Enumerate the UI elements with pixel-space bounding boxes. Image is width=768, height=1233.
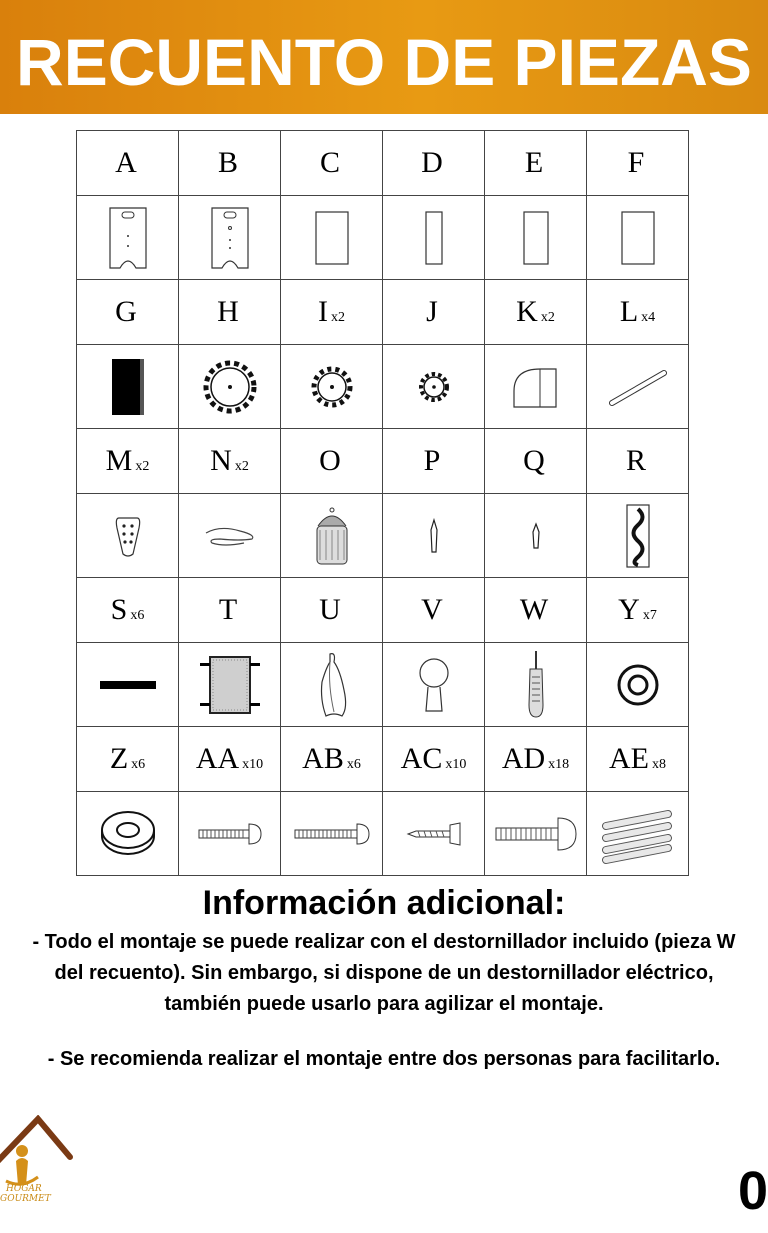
part-letter: M <box>105 444 133 477</box>
black-block-icon <box>108 355 148 419</box>
large-gear-icon <box>197 354 263 420</box>
part-letter: F <box>627 146 645 179</box>
part-letter: B <box>217 146 238 179</box>
info-paragraph-1 <box>0 927 768 1020</box>
clock-hand-short-icon <box>528 520 544 552</box>
part-qty: x6 <box>131 757 146 772</box>
part-qty: x8 <box>652 757 666 772</box>
title-banner <box>0 0 768 114</box>
part-label-cell <box>281 131 383 196</box>
part-label-cell <box>587 578 689 643</box>
part-image-cell <box>281 345 383 429</box>
part-image-cell <box>485 196 587 280</box>
part-letter: W <box>519 593 549 626</box>
part-image-cell <box>179 792 281 876</box>
info-line: - Todo el montaje se puede realizar con el destornillador incluido (pieza W <box>32 931 736 953</box>
part-label-cell <box>587 429 689 494</box>
part-label-cell <box>179 727 281 792</box>
towel-icon <box>312 650 352 720</box>
part-image-cell <box>77 494 179 578</box>
part-letter: A <box>115 146 137 179</box>
brand-logo-text <box>0 1184 60 1204</box>
medium-gear-icon <box>307 362 357 412</box>
part-letter: Z <box>109 742 129 775</box>
part-image-cell <box>485 792 587 876</box>
info-heading: Información adicional: <box>202 884 566 922</box>
part-qty: x6 <box>130 608 145 623</box>
part-label-cell <box>179 131 281 196</box>
part-label-cell <box>587 727 689 792</box>
part-qty: x10 <box>242 757 264 772</box>
part-image-cell <box>281 792 383 876</box>
part-letter: Y <box>618 593 640 626</box>
basket-icon <box>310 504 354 568</box>
page-title: RECUENTO DE PIEZAS <box>16 25 752 99</box>
bolt-aa-icon <box>195 819 265 849</box>
part-qty: x10 <box>445 757 467 772</box>
part-image-cell <box>587 494 689 578</box>
part-letter: V <box>421 593 443 626</box>
side-panel-a-icon <box>108 206 148 270</box>
part-letter: P <box>423 444 441 477</box>
part-image-cell <box>485 494 587 578</box>
part-letter: I <box>318 295 328 328</box>
part-label-cell <box>587 280 689 345</box>
part-letter: AA <box>195 742 240 775</box>
panel-c-icon <box>314 208 350 268</box>
part-letter: AB <box>302 742 344 775</box>
info-line: también puede usarlo para agilizar el montaje. <box>164 993 604 1015</box>
part-image-cell <box>281 494 383 578</box>
part-label-cell <box>383 429 485 494</box>
wavy-strip-icon <box>625 503 651 569</box>
part-letter: T <box>218 593 238 626</box>
part-image-cell <box>77 345 179 429</box>
part-image-cell <box>179 196 281 280</box>
part-qty: x7 <box>642 608 657 623</box>
spacer-ring-icon <box>98 806 158 862</box>
page-number: 0 <box>738 1161 768 1221</box>
wood-screw-icon <box>404 819 464 849</box>
panel-e-icon <box>521 208 551 268</box>
part-label-cell <box>485 727 587 792</box>
part-image-cell <box>77 643 179 727</box>
part-letter: U <box>319 593 341 626</box>
part-qty: x2 <box>331 310 345 325</box>
small-gear-icon <box>414 367 454 407</box>
part-label-cell <box>77 280 179 345</box>
part-label-cell <box>485 131 587 196</box>
part-label-cell <box>383 727 485 792</box>
part-label-cell <box>587 131 689 196</box>
part-qty: x18 <box>548 757 570 772</box>
part-image-cell <box>383 345 485 429</box>
parts-table <box>76 130 689 876</box>
panel-f-icon <box>620 208 656 268</box>
bolt-ad-icon <box>492 814 580 854</box>
part-image-cell <box>383 196 485 280</box>
part-label-cell <box>77 727 179 792</box>
part-letter: J <box>426 295 438 328</box>
part-image-cell <box>179 345 281 429</box>
part-label-cell <box>179 280 281 345</box>
part-letter: H <box>217 295 239 328</box>
part-image-cell <box>587 643 689 727</box>
part-letter: C <box>319 146 340 179</box>
part-letter: R <box>625 444 646 477</box>
dowel-rod-icon <box>606 363 670 411</box>
part-qty: x2 <box>135 459 150 474</box>
info-paragraph-2: - Se recomienda realizar el montaje entre dos personas para facilitarlo. <box>47 1048 721 1070</box>
part-image-cell <box>587 345 689 429</box>
part-image-cell <box>281 196 383 280</box>
part-qty: x2 <box>234 459 249 474</box>
part-image-cell <box>179 494 281 578</box>
part-label-cell <box>485 280 587 345</box>
part-image-cell <box>77 792 179 876</box>
logo-line: GOURMET <box>0 1194 51 1204</box>
quarter-round-piece-icon <box>510 363 562 411</box>
part-label-cell <box>485 429 587 494</box>
part-image-cell <box>281 643 383 727</box>
part-letter: O <box>319 444 341 477</box>
part-label-cell <box>179 429 281 494</box>
part-label-cell <box>383 578 485 643</box>
part-label-cell <box>281 429 383 494</box>
part-image-cell <box>587 196 689 280</box>
knob-icon <box>414 655 454 715</box>
part-label-cell <box>281 578 383 643</box>
perforated-pad-icon <box>113 514 143 558</box>
panel-d-icon <box>422 208 446 268</box>
part-image-cell <box>485 643 587 727</box>
part-image-cell <box>179 643 281 727</box>
part-image-cell <box>383 643 485 727</box>
logo-line: HOGAR <box>6 1184 42 1194</box>
side-panel-b-icon <box>210 206 250 270</box>
part-letter: AD <box>501 742 546 775</box>
part-letter: D <box>421 146 443 179</box>
part-image-cell <box>485 345 587 429</box>
part-letter: L <box>619 295 639 328</box>
part-qty: x4 <box>641 310 656 325</box>
part-label-cell <box>281 727 383 792</box>
part-image-cell <box>587 792 689 876</box>
part-image-cell <box>77 196 179 280</box>
clock-hand-long-icon <box>426 516 442 556</box>
washer-ring-icon <box>613 660 663 710</box>
part-letter: G <box>115 295 137 328</box>
part-image-cell <box>383 494 485 578</box>
part-label-cell <box>281 280 383 345</box>
part-letter: E <box>524 146 544 179</box>
part-letter: S <box>110 593 128 626</box>
screwdriver-icon <box>521 649 551 721</box>
mesh-panel-icon <box>198 653 262 717</box>
part-letter: N <box>210 444 232 477</box>
part-letter: Q <box>523 444 545 477</box>
part-image-cell <box>383 792 485 876</box>
part-label-cell <box>485 578 587 643</box>
part-label-cell <box>77 578 179 643</box>
strap-icon <box>200 521 260 551</box>
part-qty: x2 <box>540 310 555 325</box>
part-label-cell <box>383 280 485 345</box>
dowel-pins-icon <box>598 802 678 866</box>
part-qty: x6 <box>346 757 361 772</box>
part-label-cell <box>77 429 179 494</box>
bolt-ab-icon <box>291 819 373 849</box>
part-label-cell <box>383 131 485 196</box>
info-line: del recuento). Sin embargo, si dispone de un destornillador eléctrico, <box>54 962 714 984</box>
part-letter: AC <box>400 742 443 775</box>
part-letter: AE <box>609 742 649 775</box>
part-label-cell <box>77 131 179 196</box>
part-label-cell <box>179 578 281 643</box>
flat-bar-icon <box>98 677 158 693</box>
part-letter: K <box>516 295 538 328</box>
